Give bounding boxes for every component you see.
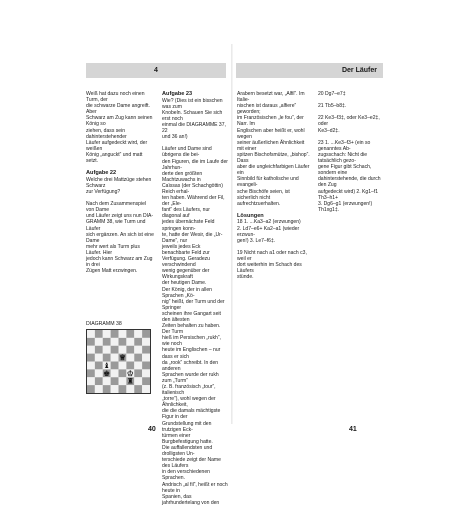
text-line: 23 1. ...Ke3–f3+ (ein so genanntes Ab- [318,139,371,152]
board-square [95,385,103,393]
board-square [134,362,142,370]
board-square [126,338,134,346]
text-line: einmal die DIAGRAMME 37, 22 [162,121,226,135]
text-line: seiner äußerlichen Ähnlichkeit mit einer [237,139,305,152]
text-line: Schwarz am Zug kann seinen König so [86,115,153,128]
board-square [142,330,150,338]
text-line: mehr wert als Turm plus Läufer. Hier [86,243,140,256]
text-line: aber die ungleichfarbigen Läufer ein [237,164,310,177]
left-column-2 [162,91,228,506]
chess-diagram-38 [86,329,151,394]
text-line: Sinnbild für katholische und evangeli- [237,176,299,189]
board-square [126,385,134,393]
task-22-text [86,177,154,195]
chapter-number: 4 [154,67,158,74]
text-line: Läufer und Dame sind übrigens die bei- [162,146,212,159]
board-square [87,385,95,393]
text-line: nischen ist daraus „alfiere“ geworden; [237,103,297,116]
text-line: Spanien, das jahrhundertelang von den [162,493,220,506]
board-square [126,330,134,338]
text-line: nig“ heißt, der Turm und der Springer [162,298,225,311]
board-square [142,369,150,377]
text-line: den Figuren, die im Laufe der Jahrhun- [162,158,228,171]
board-square [119,330,127,338]
board-square [111,338,119,346]
text-line: „torre“), wohl wegen der Ähnlichkeit, [162,396,216,409]
board-square [103,346,111,354]
chapter-title: Der Läufer [341,67,377,74]
text-line: Zügen Matt erzwingen. [86,268,138,275]
text-line: Zeiten behalten zu haben. Der Turm [162,323,221,336]
intro-paragraph [86,91,154,164]
text-line: hieß im Persischen „rukh“, wie noch [162,335,221,348]
text-line: 22 Ke3–f3‡, oder Ke3–e2‡, oder [318,115,380,128]
page-number-right: 41 [349,426,357,433]
board-square [103,377,111,385]
board-square [111,377,119,385]
text-line: zur Verfügung? [86,189,121,195]
text-line: Wie? (Dies ist ein bisschen was zum [162,97,223,110]
board-square [142,362,150,370]
text-line: und Läufer zeigt uns nun DIA- [86,213,154,220]
left-column-1 [86,91,154,274]
text-line: ziehen, dass sein dahinterstehender [86,127,127,140]
text-line: im Französischen „le fou“, der Narr. Im [237,115,304,128]
bishop-names-paragraph [237,91,311,207]
solution-23 [318,140,384,213]
board-square [134,338,142,346]
board-square [126,354,134,362]
text-line: Knobeln. Schauen Sie sich erst noch [162,109,223,122]
text-line: jeweils jedes Eck benachbarte Feld zur [162,243,210,256]
white-queen-icon: ♕ [119,353,126,363]
board-square [126,346,134,354]
black-bishop-icon: ♝ [103,360,111,370]
text-line: sche Bischöfe seien, ist sicherlich nicht [237,188,290,201]
board-square [95,330,103,338]
text-line: Caïssas (der Schachgöttin) Reich erhal- [162,182,223,195]
board-square [103,385,111,393]
board-square [111,354,119,362]
board-square [95,354,103,362]
solution-19 [237,250,311,280]
text-line: sich ergänzen. An sich ist eine Dame [86,231,154,244]
board-square [119,338,127,346]
text-line: der heutigen Dame. [162,280,207,287]
white-king-icon: ♔ [126,368,134,378]
text-line: fant“ des Läufers, nur diagonal auf [162,207,210,220]
text-line: 19 Nicht nach a1 oder nach c3, weil er [237,249,307,263]
text-line: derte den größten Machtzuwachs in [162,170,203,183]
board-square [134,346,142,354]
board-square [103,338,111,346]
text-line: Andrisch „al fil“, heißt er noch heute in [162,481,228,494]
text-line: dahinterstehende, die durch den Zug [318,176,381,189]
text-line: Nach dem Zusammenspiel von Dame [86,201,147,214]
text-line: 3. Dg6–g1 (erzwungen!) Th1xg1‡. [318,200,373,213]
text-line: wenig gegenüber der Wirkungskraft [162,268,210,281]
board-square [142,354,150,362]
board-square [119,385,127,393]
text-line: Die auffallendsten und drolligsten Un- [162,444,213,458]
text-line: spitzen Bischofsmütze, „bishop“. Dass [237,151,310,165]
board-square [87,346,95,354]
text-line: in den verschiedenen Sprachen. [162,469,210,482]
right-column-2 [318,91,384,213]
text-line: Weiß hat dazu noch einen Turm, der [86,91,145,104]
solutions-title: Lösungen [237,212,264,219]
text-line: GRAMM 38, wie Turm und Läufer [86,219,146,232]
board-square [119,377,127,385]
board-square [87,369,95,377]
text-line: stünde. [237,274,254,281]
board-square [142,385,150,393]
text-line: 18 1. ...Ka3–a2 (erzwungen) [237,219,301,226]
board-square [142,338,150,346]
chessboard-graphic [87,330,150,393]
text-line: aufgedeckt wird) 2. Kg1–f1 Th3–h1+ [318,188,379,201]
text-line: te, hatte der Wesir, die „Ur-Dame“, nur [162,231,223,244]
text-line: Verfügung. Geradezu verschwindend [162,256,210,269]
text-line: Läufer aufgedeckt wird, der weißen [86,139,148,152]
solution-22 [318,115,384,133]
history-paragraph [162,146,228,286]
text-line: die die damals mächtigste Figur in der [162,408,221,421]
text-line: türmen einer Burgbefestigung hatte. [162,432,213,445]
board-square [142,346,150,354]
page-gutter [231,44,233,424]
task-23-title: Aufgabe 23 [162,91,193,97]
board-square [95,369,103,377]
text-line: 2. Ld7–e6+ Ka2–a1 (wieder erzwun- [237,225,300,238]
text-line: zugsschach: Nicht die tatsächlich gezo- [318,151,368,165]
text-line: gen!) 3. Le7–f6‡. [237,237,276,244]
text-line: aufrechtzuerhalten. [237,200,281,207]
board-square [95,338,103,346]
board-square [111,385,119,393]
board-square [95,346,103,354]
board-square [95,362,103,370]
solution-18 [237,219,311,243]
board-square [87,377,95,385]
text-line: Grundstellung mit den trutzigen Eck- [162,420,212,433]
text-line: die schwarze Dame angreift. Aber [86,103,150,116]
names-paragraph [162,287,228,506]
text-line: jedes übernächste Feld springen konn- [162,219,215,232]
text-line: Der König, der in allen Sprachen „Kö- [162,286,212,299]
board-square [134,354,142,362]
board-square [87,362,95,370]
board-square [111,330,119,338]
solution-20: 20 Dg7–e7‡ [318,91,346,97]
text-line: Welche drei Mattzüge stehen Schwarz [86,176,152,189]
chapter-title-bar [236,63,383,78]
task-22-title: Aufgabe 22 [86,170,117,177]
board-square [87,330,95,338]
text-line: Englischen aber heißt er, wohl wegen [237,127,305,140]
board-square [134,330,142,338]
chapter-number-bar [86,63,226,78]
page-number-left: 40 [148,426,156,433]
text-line: ten haben. Während der Fil, der „Ele- [162,195,225,208]
text-line: jedoch kann Schwarz am Zug in drei [86,256,153,269]
board-square [95,377,103,385]
text-line: Sprachen wurde der rukh zum „Turm“ [162,371,219,384]
board-square [134,385,142,393]
black-rook-icon: ♜ [126,376,134,386]
solution-21: 21 Tb5–b8‡. [318,103,347,110]
board-square [119,362,127,370]
text-line: heute im Englischen – nur dass er sich [162,347,221,360]
text-line: König „anguckt“ und matt setzt. [86,151,143,165]
diagram-label: DIAGRAMM 38 [86,321,122,327]
right-column-1 [237,91,311,280]
board-square [87,338,95,346]
board-square [111,369,119,377]
text-line: da „rook“ schreibt. In den anderen [162,359,219,372]
board-square [87,354,95,362]
board-square [134,369,142,377]
board-square [142,377,150,385]
board-square [134,377,142,385]
text-line: Arabern besetzt war, „Alfil“. Im Italie- [237,91,305,104]
board-square [103,330,111,338]
text-line: terschiede zeigt der Name des Läufers [162,457,221,470]
black-king-icon: ♚ [103,368,111,378]
board-square [119,369,127,377]
text-line: (z. B. französisch „tour“, italienisch [162,384,216,397]
text-line: Ke3–d2‡. [318,127,340,134]
rook-bishop-paragraph [86,201,154,274]
board-square [111,346,119,354]
task-23-text [162,98,228,141]
board-square [111,362,119,370]
text-line: scheinen ihre Gangart seit den ältesten [162,310,221,323]
text-line: und 36 an!) [162,134,188,141]
text-line: dort weiterhin im Schach des Läufers [237,262,302,275]
text-line: gene Figur gibt Schach, sondern eine [318,164,372,177]
